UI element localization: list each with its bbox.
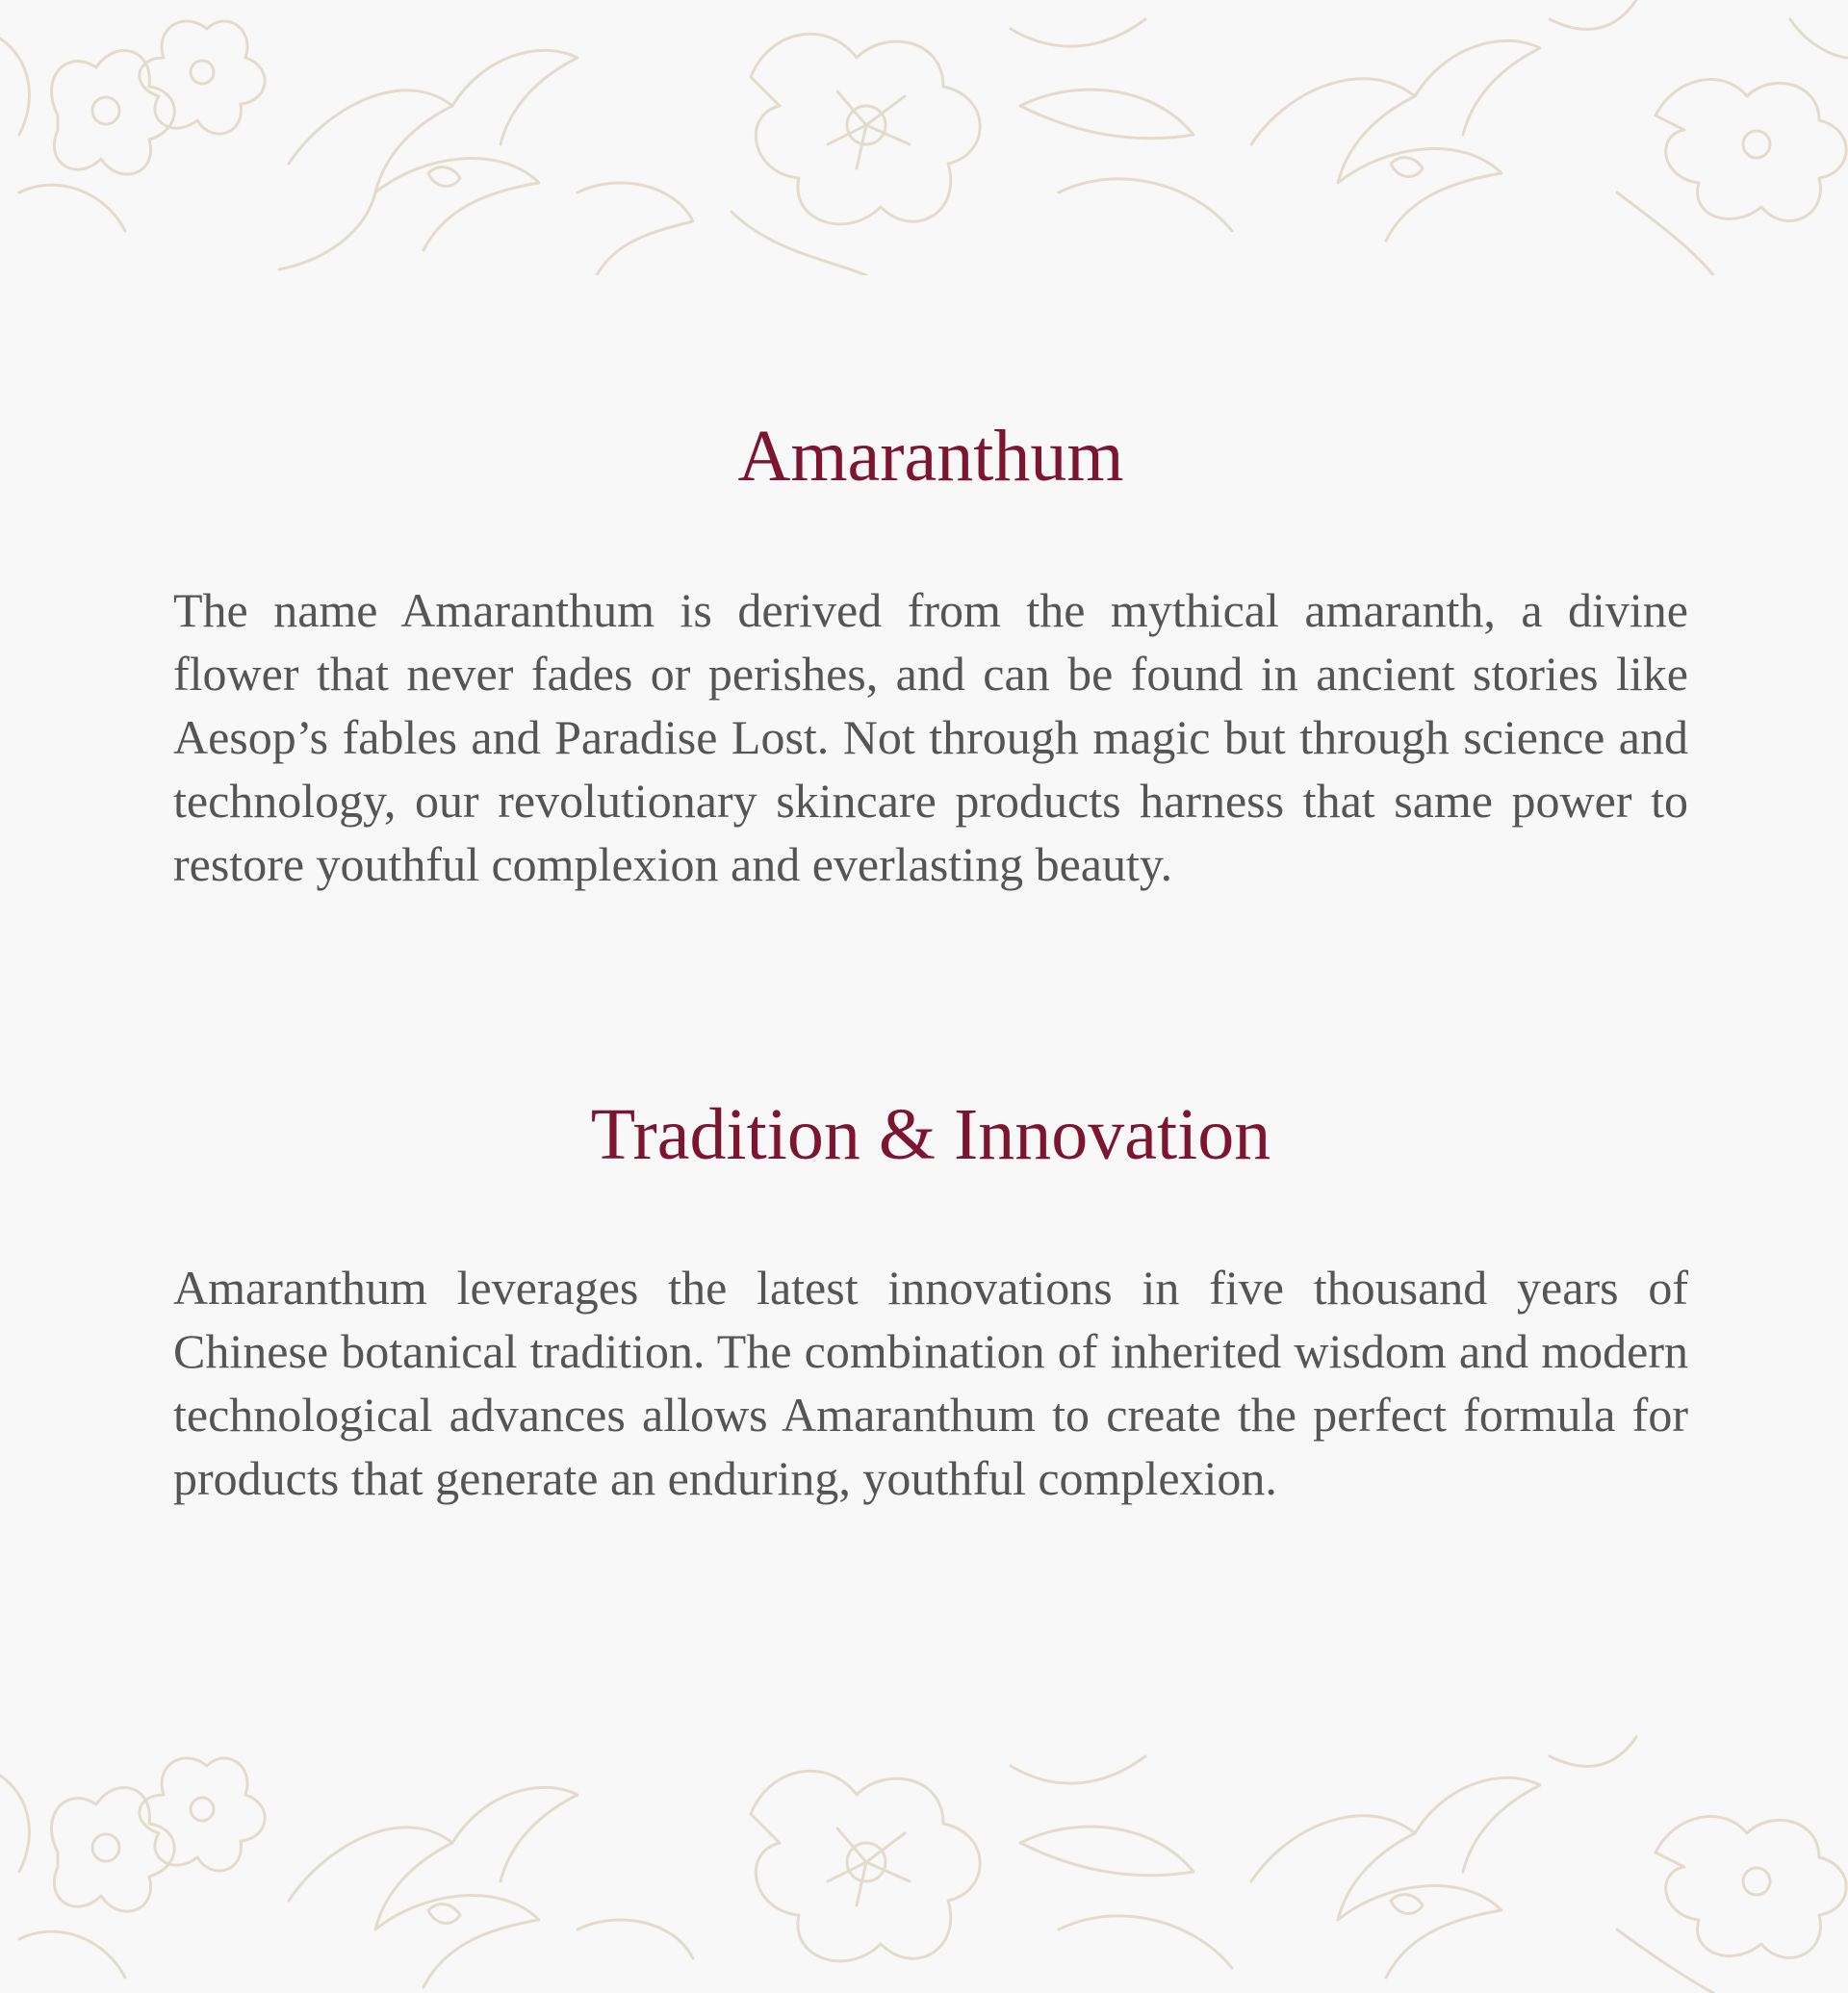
section-body-tradition-innovation: Amaranthum leverages the latest innovations in five thousand years of Chinese botanical tradition. The combination of inherited wisdom and modern technological advances allows Amaranthum to create the perfect formula for products that generate an enduring, youthful complexion.: [173, 1261, 1688, 1505]
floral-band-bottom: [0, 1718, 1848, 1993]
section-title-amaranthum: Amaranthum: [737, 416, 1124, 497]
floral-line-art-icon: [0, 0, 1848, 275]
floral-line-art-icon: [0, 1718, 1848, 1993]
section-body-amaranthum: The name Amaranthum is derived from the mythical amaranth, a divine flower that never fades or perishes, and can be found in ancient stories like Aesop’s fables and Paradise Lost. Not through magic but through science and technology, our revolutionary skincare products harness that same power to restore youthful complexion and everlasting beauty.: [173, 583, 1688, 891]
section-title-tradition-innovation: Tradition & Innovation: [590, 1094, 1271, 1175]
floral-band-top: [0, 0, 1848, 275]
